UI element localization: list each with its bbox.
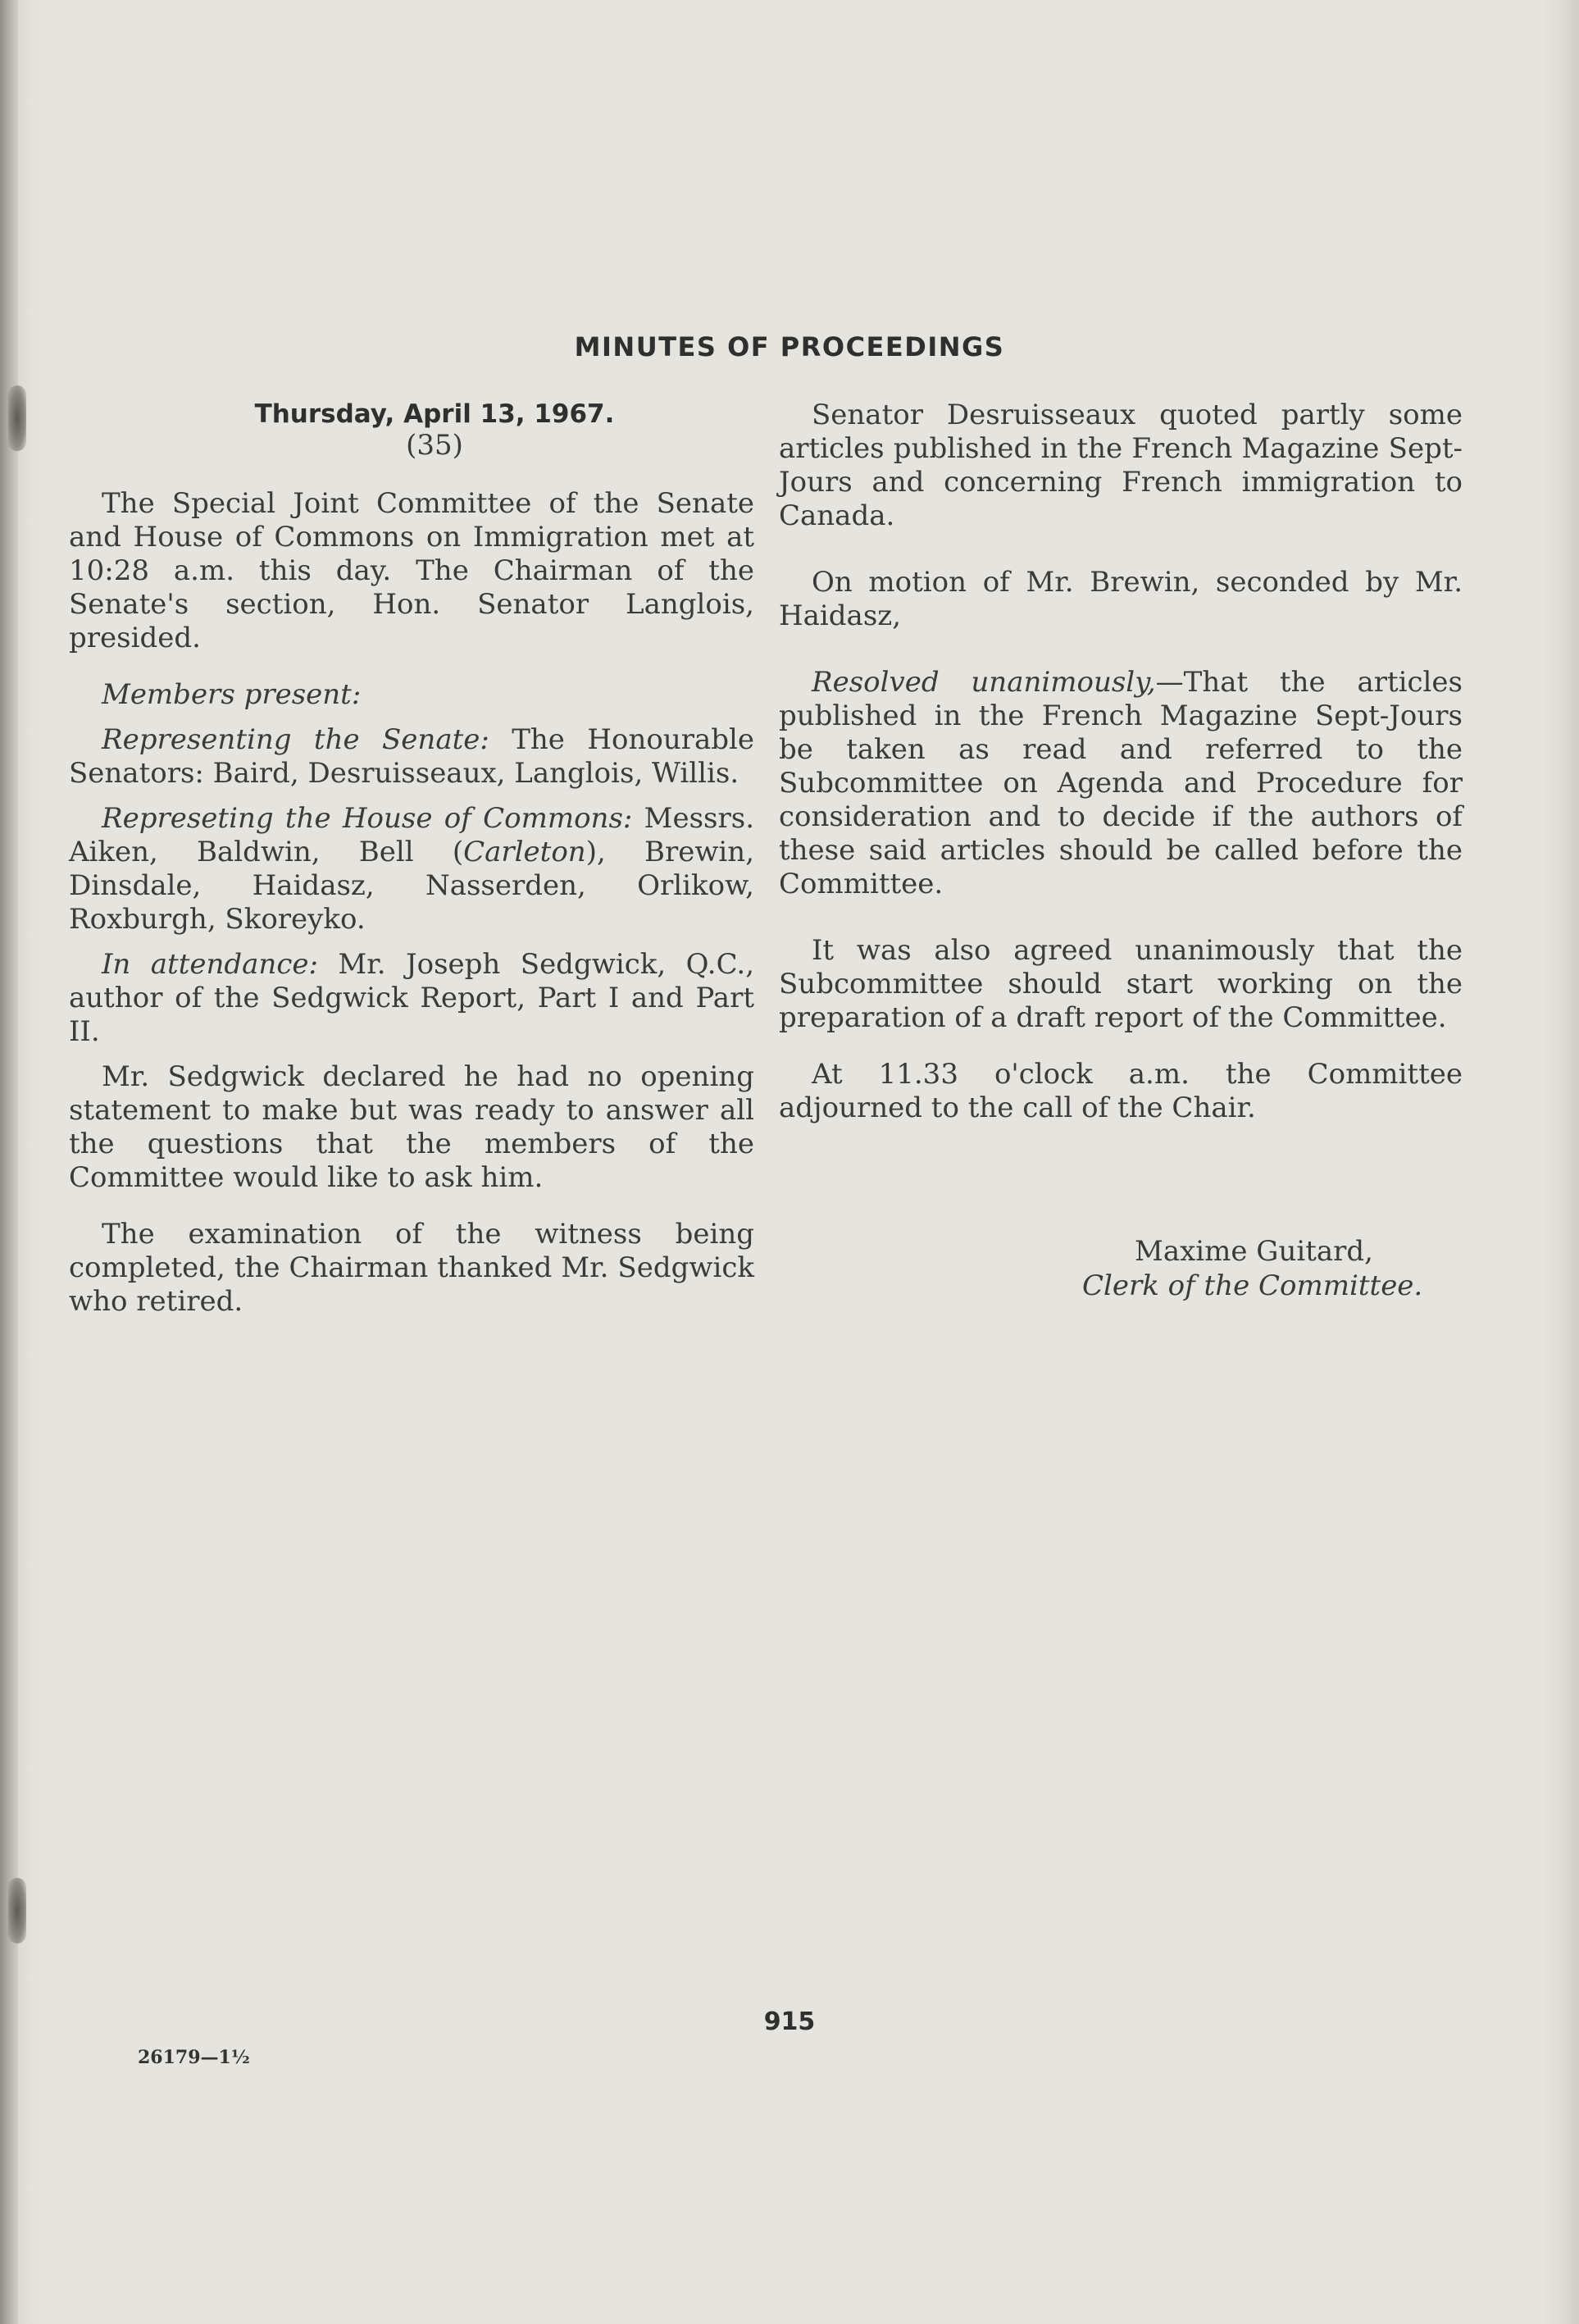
page-number: 915: [763, 2007, 816, 2036]
adjourned-paragraph: At 11.33 o'clock a.m. the Committee adjourned to the call of the Chair.: [779, 1058, 1463, 1124]
senate-label: Representing the Senate:: [102, 723, 489, 756]
attendance-paragraph: [69, 948, 754, 1049]
right-column: [779, 399, 1463, 1148]
signature-role: Clerk of the Committee.: [1082, 1269, 1423, 1302]
desruisseaux-paragraph: Senator Desruisseaux quoted partly some articles published in the French Magazine Sept-Jours and concerning French immigration to Canada.: [779, 399, 1463, 532]
binding-hole-bottom: [8, 1878, 26, 1944]
examination-paragraph: The examination of the witness being completed, the Chairman thanked Mr. Sedgwick who retired.: [69, 1218, 754, 1318]
left-column: [69, 399, 754, 1342]
binding-hole-top: [8, 385, 26, 451]
opening-paragraph: The Special Joint Committee of the Senate and House of Commons on Immigration met at 10:28 a.m. this day. The Chairman of the Senate's section, Hon. Senator Langlois, presided.: [69, 487, 754, 654]
resolved-paragraph: [779, 666, 1463, 901]
commons-members-paragraph: [69, 802, 754, 936]
page-title: MINUTES OF PROCEEDINGS: [574, 331, 1005, 362]
attendance-label: In attendance:: [102, 948, 318, 981]
agreed-paragraph: It was also agreed unanimously that the Subcommittee should start working on the preparation of a draft report of the Committee.: [779, 934, 1463, 1034]
members-present-label: Members present:: [102, 678, 362, 711]
sedgwick-statement-paragraph: Mr. Sedgwick declared he had no opening statement to make but was ready to answer all the questions that the members of the Committee would like to ask him.: [69, 1060, 754, 1194]
print-code: 26179—1½: [138, 2047, 250, 2068]
meeting-date: Thursday, April 13, 1967.: [254, 399, 615, 429]
senate-members: The Honourable Senators: Baird, Desruisseaux, Langlois, Willis.: [69, 723, 754, 790]
resolved-label: Resolved unanimously,: [812, 666, 1156, 699]
attendance-text: Mr. Joseph Sedgwick, Q.C., author of the Sedgwick Report, Part I and Part II.: [69, 948, 754, 1048]
commons-members-before: Messrs. Aiken, Baldwin, Bell (: [69, 802, 754, 868]
senate-members-paragraph: [69, 723, 754, 791]
commons-label: Represeting the House of Commons:: [102, 802, 633, 835]
resolved-text: —That the articles published in the French Magazine Sept-Jours be taken as read and referred to the Subcommittee on Agenda and Procedure for consideration and to decide if the authors of these said articles should be called before the Committee.: [779, 666, 1463, 900]
signature-block: [992, 1234, 1468, 1303]
commons-members-italic: Carleton: [463, 836, 586, 868]
commons-members-after: ), Brewin, Dinsdale, Haidasz, Nasserden, Orlikow, Roxburgh, Skoreyko.: [69, 836, 755, 936]
signature-name: Maxime Guitard,: [1135, 1235, 1373, 1268]
meeting-number: (35): [406, 429, 463, 462]
motion-paragraph: On motion of Mr. Brewin, seconded by Mr. Haidasz,: [779, 566, 1463, 632]
